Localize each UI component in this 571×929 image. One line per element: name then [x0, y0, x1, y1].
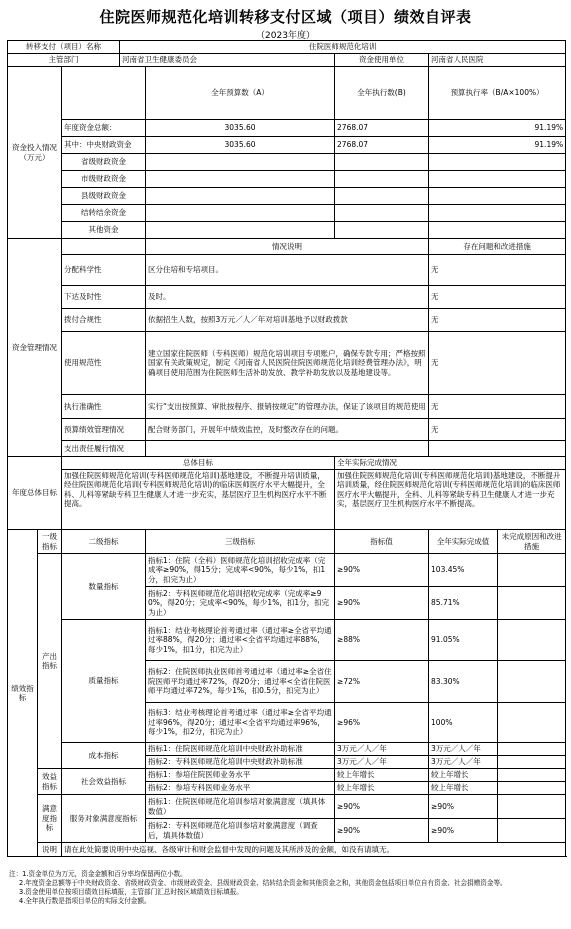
indicator-reason [498, 782, 566, 795]
funds-row-label: 结转结余资金 [62, 205, 146, 222]
page-title: 住院医师规范化培训转移支付区域（项目）绩效自评表 [99, 8, 472, 26]
indicator-name: 指标1：结业考核理论首考通过率（通过率≥全省平均通过率88%，得20分；通过率<全省平均通过率88%，每少1%，扣1分，扣完为止） [146, 620, 335, 661]
indicator-actual: 3万元／人／年 [429, 756, 498, 769]
goal-actual-text: 加强住院医师规范化培训(专科医师规范化培训)基地建设，不断提升培训质量，经住院医师规范化培训(专科医师规范化培训)的临床医师医疗水平大幅提升，全科、儿科等紧缺专科卫生健康人才进一步充实，基层医疗卫生机构医疗水平不断提高。 [335, 470, 566, 530]
funds-row [8, 120, 566, 137]
goal-target-text: 加强住院医师规范化培训(专科医师规范化培训)基地建设，不断提升培训质量，经住院医师规范化培训(专科医师规范化培训)的临床医师医疗水平大幅提升，全科、儿科等紧缺专科卫生健康人才进一步充实，基层医疗卫生机构医疗水平不断提高。 [62, 470, 335, 530]
output-label: 产出指标 [38, 554, 62, 769]
unit-value: 河南省人民医院 [429, 54, 566, 67]
funds-row-budget: 3035.60 [146, 120, 335, 137]
funds-row-exec [335, 171, 429, 188]
funds-row-exec [335, 205, 429, 222]
footnote: 2.年度资金总额等于中央财政资金、省级财政资金、市级财政资金、县级财政资金、结转结余资金和其他资金之和，其他资金包括项目单位自有资金、社会捐赠资金等。 [19, 878, 507, 887]
mgmt-row [8, 255, 566, 286]
dept-value: 河南省卫生健康委员会 [120, 54, 335, 67]
mgmt-row-desc: 实行“支出按预算、审批按程序、报销按规定”的管理办法，保证了该项目的规范使用 [146, 395, 429, 419]
funds-row-rate [429, 222, 566, 239]
mgmt-row-desc: 配合财务部门，开展年中绩效监控，及时整改存在的问题。 [146, 419, 429, 441]
funds-row-rate [429, 171, 566, 188]
indicator-name: 指标2：专科医师规范化培训中央财政补助标准 [146, 756, 335, 769]
footnote: 3.资金使用单位按项目绩效目标填报，主管部门汇总时按区域绩效目标填报。 [19, 887, 243, 896]
funds-row [8, 154, 566, 171]
col-reason: 未完成原因和改进措施 [498, 530, 566, 554]
project-value: 住院医师规范化培训 [120, 41, 566, 54]
funds-row-label: 省级财政资金 [62, 154, 146, 171]
perf-row [8, 769, 566, 782]
mgmt-row [8, 332, 566, 395]
indicator-actual: 103.45% [429, 554, 498, 587]
indicator-actual: 91.05% [429, 620, 498, 661]
goal-header-row [8, 457, 566, 470]
mgmt-row-label: 下达及时性 [62, 286, 146, 309]
mgmt-row [8, 419, 566, 441]
mgmt-row-label: 预算绩效管理情况 [62, 419, 146, 441]
funds-section-label: 资金投入情况（万元） [8, 67, 62, 239]
mgmt-row-issue: 无 [429, 419, 566, 441]
mgmt-row-label: 执行准确性 [62, 395, 146, 419]
mgmt-row [8, 309, 566, 332]
funds-row-rate [429, 205, 566, 222]
funds-row-budget: 3035.60 [146, 137, 335, 154]
mgmt-row-issue: 无 [429, 309, 566, 332]
indicator-reason [498, 743, 566, 756]
funds-row-budget [146, 188, 335, 205]
col-goal-actual: 全年实际完成情况 [335, 457, 566, 470]
social-label: 社会效益指标 [62, 769, 146, 795]
indicator-target: 较上年增长 [335, 769, 429, 782]
indicator-target: 3万元／人／年 [335, 743, 429, 756]
indicator-target: ≥90% [335, 819, 429, 843]
mgmt-row-issue: 无 [429, 255, 566, 286]
indicator-actual: 85.71% [429, 587, 498, 620]
funds-row-rate [429, 188, 566, 205]
funds-row-label: 年度资金总额： [62, 120, 146, 137]
indicator-reason [498, 795, 566, 819]
indicator-actual: 100% [429, 703, 498, 743]
perf-row [8, 743, 566, 756]
funds-header-blank [62, 67, 146, 120]
col-desc: 情况说明 [146, 239, 429, 255]
funds-row-label: 市级财政资金 [62, 171, 146, 188]
indicator-name: 指标1：住院（全科）医师规范化培训招收完成率（完成率≥90%，得15分；完成率<90%，每少1%，扣1分，扣完为止） [146, 554, 335, 587]
funds-row-exec [335, 154, 429, 171]
mgmt-row-label: 支出责任履行情况 [62, 441, 146, 457]
perf-row [8, 795, 566, 819]
project-row [8, 41, 566, 54]
unit-label: 资金使用单位 [335, 54, 429, 67]
funds-row-exec [335, 188, 429, 205]
mgmt-row-issue: 无 [429, 332, 566, 395]
mgmt-row [8, 395, 566, 419]
mgmt-row-desc: 区分住培和专培项目。 [146, 255, 429, 286]
indicator-name: 指标1：参培住院医师业务水平 [146, 769, 335, 782]
funds-row-budget [146, 154, 335, 171]
funds-row [8, 222, 566, 239]
funds-row-exec: 2768.07 [335, 120, 429, 137]
indicator-reason [498, 620, 566, 661]
quantity-label: 数量指标 [62, 554, 146, 620]
service-label: 服务对象满意度指标 [62, 795, 146, 843]
footnote: 注：1.资金单位为万元，资金金额和百分率均保留两位小数。 [9, 870, 187, 878]
evaluation-table [7, 40, 566, 857]
mgmt-header-blank [62, 239, 146, 255]
remark-text: 请在此处简要说明中央巡视、各级审计和财会监督中发现的问题及其所涉及的金额，如没有请填无。 [62, 843, 566, 857]
col-l3: 三级指标 [146, 530, 335, 554]
mgmt-header-row [8, 239, 566, 255]
col-budget: 全年预算数（A） [146, 67, 335, 120]
funds-row-label: 其中：中央财政资金 [62, 137, 146, 154]
indicator-target: ≥96% [335, 703, 429, 743]
indicator-target: ≥90% [335, 795, 429, 819]
funds-row-exec [335, 222, 429, 239]
indicator-name: 指标2：专科医师规范化培训招收完成率（完成率≥90%，得20分；完成率<90%，每少1%，扣1分，扣完为止） [146, 587, 335, 620]
mgmt-row-desc: 建立国家住院医师（专科医师）规范化培训项目专项账户，确保专款专用；严格按照国家有关政策规定，制定《河南省人民医院住院医师规范化培训经费管理办法》，明确项目使用范围为住院医师生活补助发放、教学补助发放以及基地建设等。 [146, 332, 429, 395]
indicator-target: ≥72% [335, 661, 429, 703]
mgmt-row-issue [429, 441, 566, 457]
satisfaction-label: 满意度指标 [38, 795, 62, 843]
indicator-reason [498, 554, 566, 587]
col-l1: 一级指标 [38, 530, 62, 554]
remark-label: 说明 [38, 843, 62, 857]
goal-body-row [8, 470, 566, 530]
funds-row-budget [146, 222, 335, 239]
mgmt-row-desc [146, 441, 429, 457]
footnote: 4.全年执行数是指项目单位的实际支付金额。 [19, 896, 151, 905]
mgmt-row-label: 拨付合规性 [62, 309, 146, 332]
indicator-actual: ≥90% [429, 819, 498, 843]
perf-header-row [8, 530, 566, 554]
indicator-reason [498, 661, 566, 703]
indicator-name: 指标1：住院医师规范化培训中央财政补助标准 [146, 743, 335, 756]
indicator-reason [498, 756, 566, 769]
col-target: 指标值 [335, 530, 429, 554]
indicator-name: 指标3：结业考核理论首考通过率（通过率≥全省平均通过率96%，得20分；通过率<全省平均通过率96%，每少1%，扣2分，扣完为止） [146, 703, 335, 743]
mgmt-row [8, 286, 566, 309]
col-l2: 二级指标 [62, 530, 146, 554]
dept-row [8, 54, 566, 67]
mgmt-row [8, 441, 566, 457]
mgmt-row-desc: 及时。 [146, 286, 429, 309]
mgmt-row-desc: 依据招生人数，按照3万元／人／年对培训基地予以财政拨款 [146, 309, 429, 332]
perf-row [8, 620, 566, 661]
benefit-label: 效益指标 [38, 769, 62, 795]
perf-section-label: 绩效指标 [8, 530, 38, 857]
footnotes [9, 870, 564, 906]
cost-label: 成本指标 [62, 743, 146, 769]
funds-row-budget [146, 205, 335, 222]
col-goal-target: 总体目标 [62, 457, 335, 470]
quality-label: 质量指标 [62, 620, 146, 743]
indicator-name: 指标2：专科医师规范化培训参培对象满意度（调查后，填具体数值） [146, 819, 335, 843]
funds-row-rate [429, 154, 566, 171]
indicator-reason [498, 587, 566, 620]
mgmt-row-issue: 无 [429, 286, 566, 309]
indicator-target: ≥90% [335, 587, 429, 620]
funds-row-rate: 91.19% [429, 137, 566, 154]
mgmt-row-issue: 无 [429, 395, 566, 419]
remark-row [8, 843, 566, 857]
funds-row-rate: 91.19% [429, 120, 566, 137]
indicator-target: 较上年增长 [335, 782, 429, 795]
funds-row [8, 205, 566, 222]
funds-row-label: 其他资金 [62, 222, 146, 239]
indicator-reason [498, 819, 566, 843]
col-issue: 存在问题和改进措施 [429, 239, 566, 255]
col-actual: 全年实际完成值 [429, 530, 498, 554]
indicator-actual: 较上年增长 [429, 782, 498, 795]
dept-label: 主管部门 [8, 54, 120, 67]
indicator-target: 3万元／人／年 [335, 756, 429, 769]
col-exec: 全年执行数(B) [335, 67, 429, 120]
goal-section-label: 年度总体目标 [8, 457, 62, 530]
indicator-target: ≥90% [335, 554, 429, 587]
year-label: （2023年度） [256, 31, 315, 41]
funds-row [8, 137, 566, 154]
funds-row-budget [146, 171, 335, 188]
perf-row [8, 554, 566, 587]
mgmt-section-label: 资金管理情况 [8, 239, 62, 457]
indicator-reason [498, 769, 566, 782]
indicator-reason [498, 703, 566, 743]
indicator-name: 指标2：住院医师执业医师首考通过率（通过率≥全省住院医师平均通过率72%，得20分；通过率<全省住院医师平均通过率72%，每少1%，扣0.5分，扣完为止） [146, 661, 335, 703]
funds-header-row [8, 67, 566, 120]
indicator-actual: ≥90% [429, 795, 498, 819]
col-rate: 预算执行率（B/A×100%） [429, 67, 566, 120]
indicator-name: 指标1：住院医师规范化培训参培对象满意度（填具体数值） [146, 795, 335, 819]
mgmt-row-label: 使用规范性 [62, 332, 146, 395]
indicator-target: ≥88% [335, 620, 429, 661]
funds-row [8, 171, 566, 188]
project-label: 转移支付（项目）名称 [8, 41, 120, 54]
indicator-name: 指标2：参培专科医师业务水平 [146, 782, 335, 795]
indicator-actual: 3万元／人／年 [429, 743, 498, 756]
funds-row-label: 县级财政资金 [62, 188, 146, 205]
indicator-actual: 83.30% [429, 661, 498, 703]
mgmt-row-label: 分配科学性 [62, 255, 146, 286]
funds-row-exec: 2768.07 [335, 137, 429, 154]
funds-row [8, 188, 566, 205]
indicator-actual: 较上年增长 [429, 769, 498, 782]
